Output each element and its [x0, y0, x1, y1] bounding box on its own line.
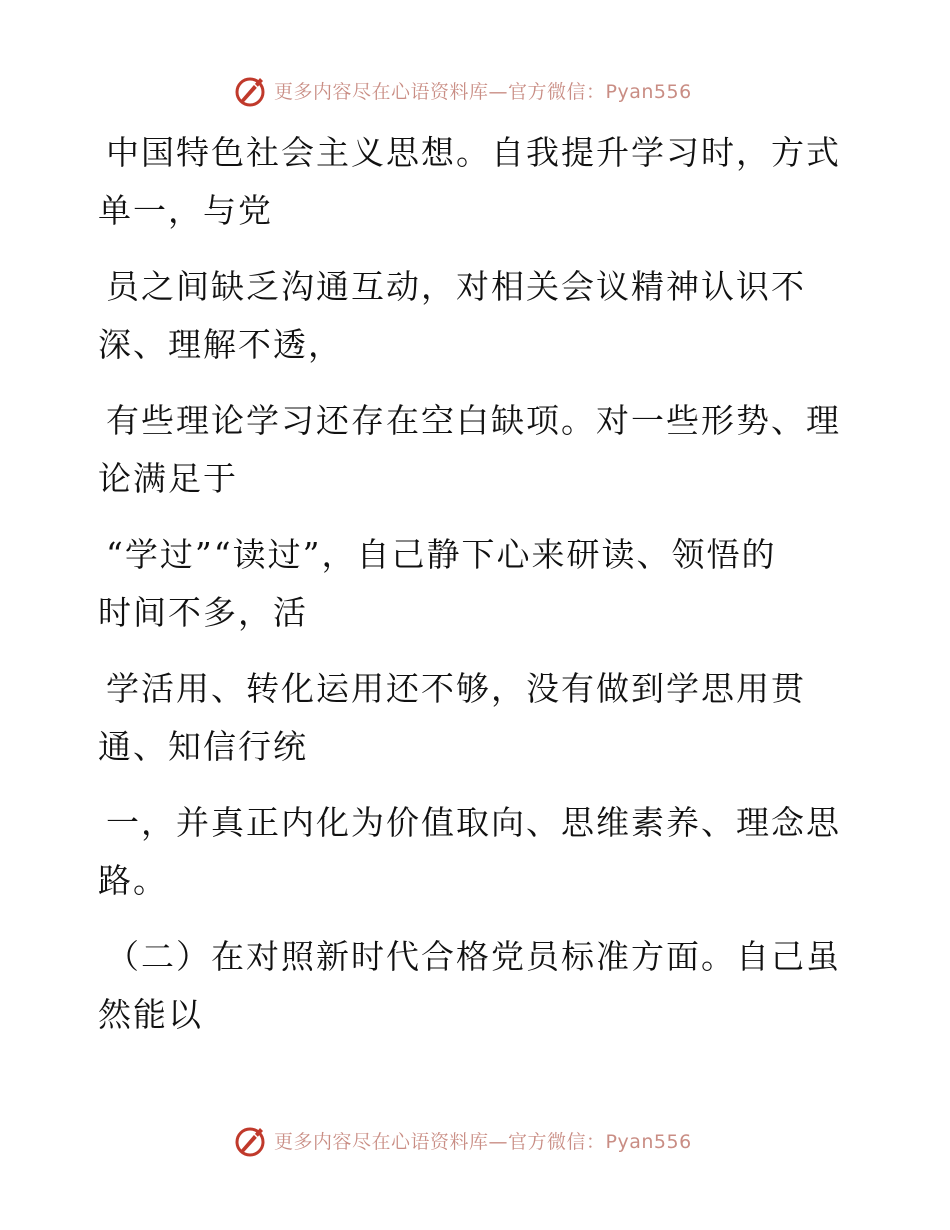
paragraph — [98, 124, 841, 240]
paragraph — [98, 928, 841, 1044]
text-line: 学活用、转化运用还不够，没有做到学思用贯 — [106, 669, 806, 708]
paragraph — [98, 258, 838, 374]
text-line: “学过”“读过”，自己静下心来研读、领悟的 — [106, 535, 777, 574]
document-body — [98, 124, 841, 1062]
text-line: （二）在对照新时代合格党员标准方面。自己虽 — [106, 937, 841, 976]
text-line: 路。 — [98, 861, 168, 900]
text-line: 深、理解不透， — [98, 325, 343, 364]
watermark-footer — [232, 1122, 692, 1158]
paragraph — [98, 794, 841, 910]
text-line: 通、知信行统 — [98, 727, 308, 766]
text-line: 有些理论学习还存在空白缺项。对一些形势、理 — [106, 401, 841, 440]
text-line: 论满足于 — [98, 459, 238, 498]
watermark-header — [232, 72, 692, 108]
text-line: 时间不多，活 — [98, 593, 308, 632]
watermark-text: 更多内容尽在心语资料库—官方微信：Pyan556 — [274, 80, 692, 103]
text-line: 然能以 — [98, 995, 203, 1034]
feather-pen-logo-icon — [232, 1122, 268, 1158]
paragraph — [98, 392, 841, 508]
watermark-text: 更多内容尽在心语资料库—官方微信：Pyan556 — [274, 1130, 692, 1153]
text-line: 一，并真正内化为价值取向、思维素养、理念思 — [106, 803, 841, 842]
text-line: 中国特色社会主义思想。自我提升学习时，方式 — [106, 133, 841, 172]
paragraph — [98, 660, 838, 776]
paragraph — [98, 526, 838, 642]
feather-pen-logo-icon — [232, 72, 268, 108]
text-line: 员之间缺乏沟通互动，对相关会议精神认识不 — [106, 267, 806, 306]
text-line: 单一，与党 — [98, 191, 273, 230]
